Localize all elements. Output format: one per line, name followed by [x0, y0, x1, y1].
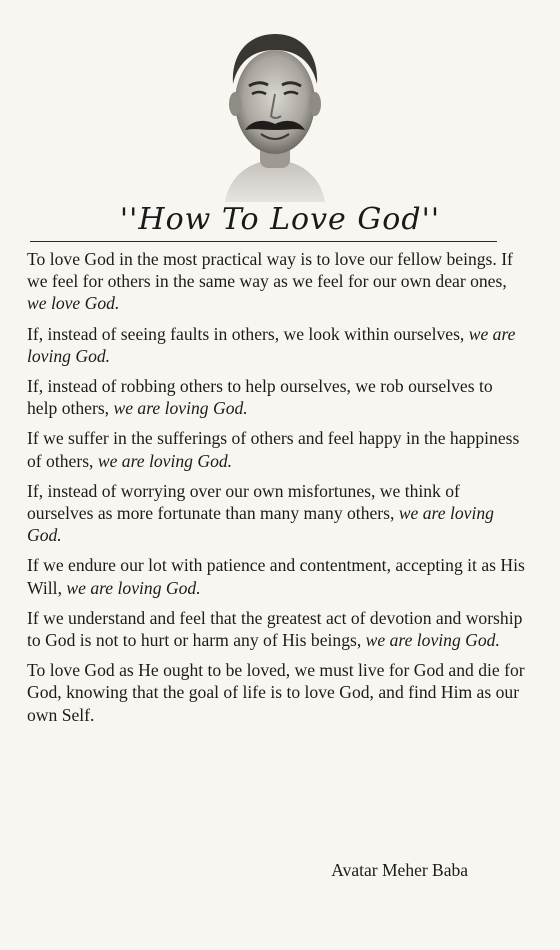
paragraph: If, instead of robbing others to help ourselves, we rob ourselves to help others, we are loving God.: [27, 376, 493, 419]
body-text: [27, 248, 527, 734]
paragraph: To love God in the most practical way is to love our fellow beings. If we feel for others in the same way as we feel for our own dear ones, we love God.: [27, 249, 513, 314]
page-title: ''How To Love God'': [119, 202, 441, 237]
paragraph: To love God as He ought to be loved, we must live for God and die for God, knowing that the goal of life is to love God, and find Him as our own Self.: [27, 660, 525, 725]
paragraph: If, instead of seeing faults in others, we look within ourselves, we are loving God.: [27, 323, 516, 366]
paragraph: If, instead of worrying over our own misfortunes, we think of ourselves as more fortunate than many many others, we are loving God.: [27, 480, 494, 546]
portrait-photo: [205, 22, 345, 202]
paragraph: If we endure our lot with patience and contentment, accepting it as His Will, we are loving God.: [27, 555, 525, 598]
signature: Avatar Meher Baba: [331, 860, 468, 880]
paragraph: If we understand and feel that the greatest act of devotion and worship to God is not to hurt or harm any of His beings, we are loving God.: [27, 607, 523, 651]
title-underline: [30, 241, 497, 242]
paragraph: If we suffer in the sufferings of others and feel happy in the happiness of others, we are loving God.: [27, 428, 520, 471]
